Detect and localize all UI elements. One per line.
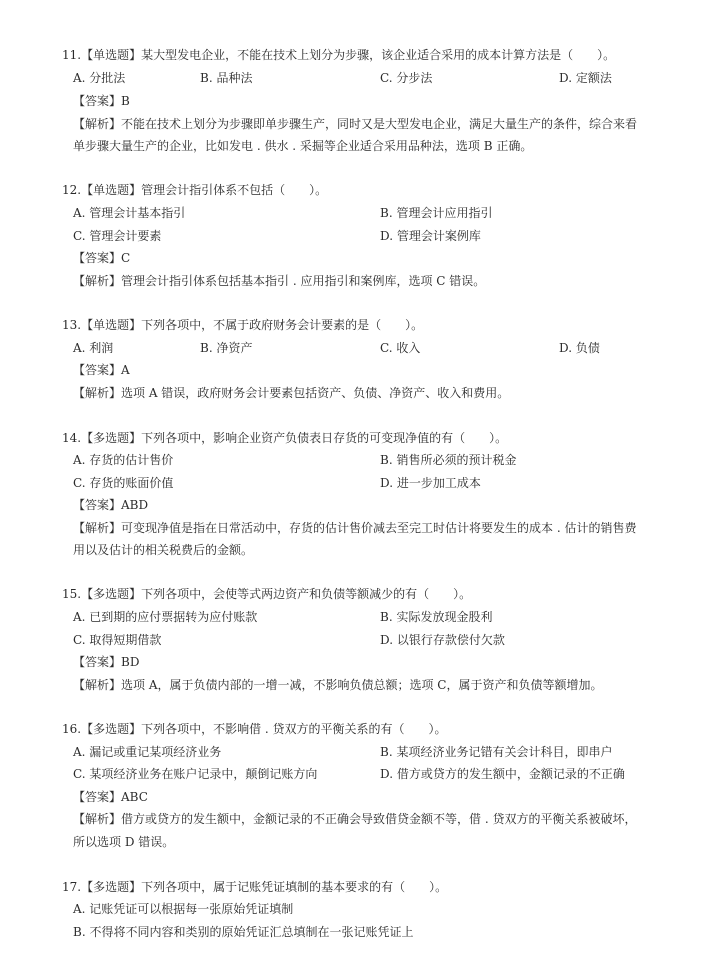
option-c: C. 分步法 <box>380 71 433 85</box>
explanation-line-1: 【解析】管理会计指引体系包括基本指引 . 应用指引和案例库，选项 C 错误。 <box>73 274 486 288</box>
option-a: A. 漏记或重记某项经济业务 <box>73 745 222 759</box>
option-a: A. 利润 <box>73 341 114 355</box>
option-c: C. 取得短期借款 <box>73 633 162 647</box>
explanation-line-2: 用以及估计的相关税费后的金额。 <box>73 543 254 557</box>
option-d: D. 以银行存款偿付欠款 <box>380 633 505 647</box>
option-d: D. 进一步加工成本 <box>380 476 481 490</box>
option-b: B. 品种法 <box>200 71 253 85</box>
option-c: C. 存货的账面价值 <box>73 476 174 490</box>
option-a: A. 管理会计基本指引 <box>73 206 186 220</box>
explanation-line-2: 单步骤大量生产的企业，比如发电 . 供水 . 采掘等企业适合采用品种法，选项 B 正确。 <box>73 139 533 153</box>
option-a: A. 已到期的应付票据转为应付账款 <box>73 610 258 624</box>
option-c: C. 某项经济业务在账户记录中，颠倒记账方向 <box>73 767 318 781</box>
question-stem: 11.【单选题】某大型发电企业，不能在技术上划分为步骤，该企业适合采用的成本计算方法是（ ）。 <box>62 48 616 62</box>
option-d: D. 负债 <box>559 341 600 355</box>
option-b: B. 销售所必须的预计税金 <box>380 453 517 467</box>
option-c: C. 收入 <box>380 341 421 355</box>
option-c: C. 管理会计要素 <box>73 229 162 243</box>
question-stem: 12.【单选题】管理会计指引体系不包括（ ）。 <box>62 183 328 197</box>
option-a: A. 分批法 <box>73 71 126 85</box>
explanation-line-2: 所以选项 D 错误。 <box>73 835 175 849</box>
option-d: D. 借方或贷方的发生额中，金额记录的不正确 <box>380 767 625 781</box>
option-b: B. 实际发放现金股利 <box>380 610 493 624</box>
answer: 【答案】B <box>73 94 130 108</box>
question-stem: 13.【单选题】下列各项中，不属于政府财务会计要素的是（ ）。 <box>62 318 424 332</box>
question-stem: 16.【多选题】下列各项中，不影响借 . 贷双方的平衡关系的有（ ）。 <box>62 722 447 736</box>
explanation-line-1: 【解析】选项 A，属于负债内部的一增一减，不影响负债总额；选项 C，属于资产和负债等额增加。 <box>73 678 603 692</box>
option-d: D. 定额法 <box>559 71 612 85</box>
explanation-line-1: 【解析】选项 A 错误，政府财务会计要素包括资产、负债、净资产、收入和费用。 <box>73 386 510 400</box>
question-stem: 17.【多选题】下列各项中，属于记账凭证填制的基本要求的有（ ）。 <box>62 880 448 894</box>
answer: 【答案】C <box>73 251 131 265</box>
option-b: B. 某项经济业务记错有关会计科目，即串户 <box>380 745 613 759</box>
question-stem: 14.【多选题】下列各项中，影响企业资产负债表日存货的可变现净值的有（ ）。 <box>62 431 508 445</box>
option-b: B. 不得将不同内容和类别的原始凭证汇总填制在一张记账凭证上 <box>73 925 414 939</box>
option-a: A. 记账凭证可以根据每一张原始凭证填制 <box>73 902 294 916</box>
option-b: B. 管理会计应用指引 <box>380 206 493 220</box>
answer: 【答案】ABD <box>73 498 149 512</box>
answer: 【答案】ABC <box>73 790 148 804</box>
answer: 【答案】BD <box>73 655 140 669</box>
explanation-line-1: 【解析】可变现净值是指在日常活动中，存货的估计售价减去至完工时估计将要发生的成本 . 估计的销售费 <box>73 521 637 535</box>
option-a: A. 存货的估计售价 <box>73 453 174 467</box>
answer: 【答案】A <box>73 363 130 377</box>
option-b: B. 净资产 <box>200 341 253 355</box>
explanation-line-1: 【解析】借方或贷方的发生额中，金额记录的不正确会导致借贷金额不等，借 . 贷双方的平衡关系被破坏， <box>73 812 637 826</box>
option-d: D. 管理会计案例库 <box>380 229 481 243</box>
explanation-line-1: 【解析】不能在技术上划分为步骤即单步骤生产，同时又是大型发电企业，满足大量生产的条件，综合来看 <box>73 117 638 131</box>
question-stem: 15.【多选题】下列各项中，会使等式两边资产和负债等额减少的有（ ）。 <box>62 587 472 601</box>
